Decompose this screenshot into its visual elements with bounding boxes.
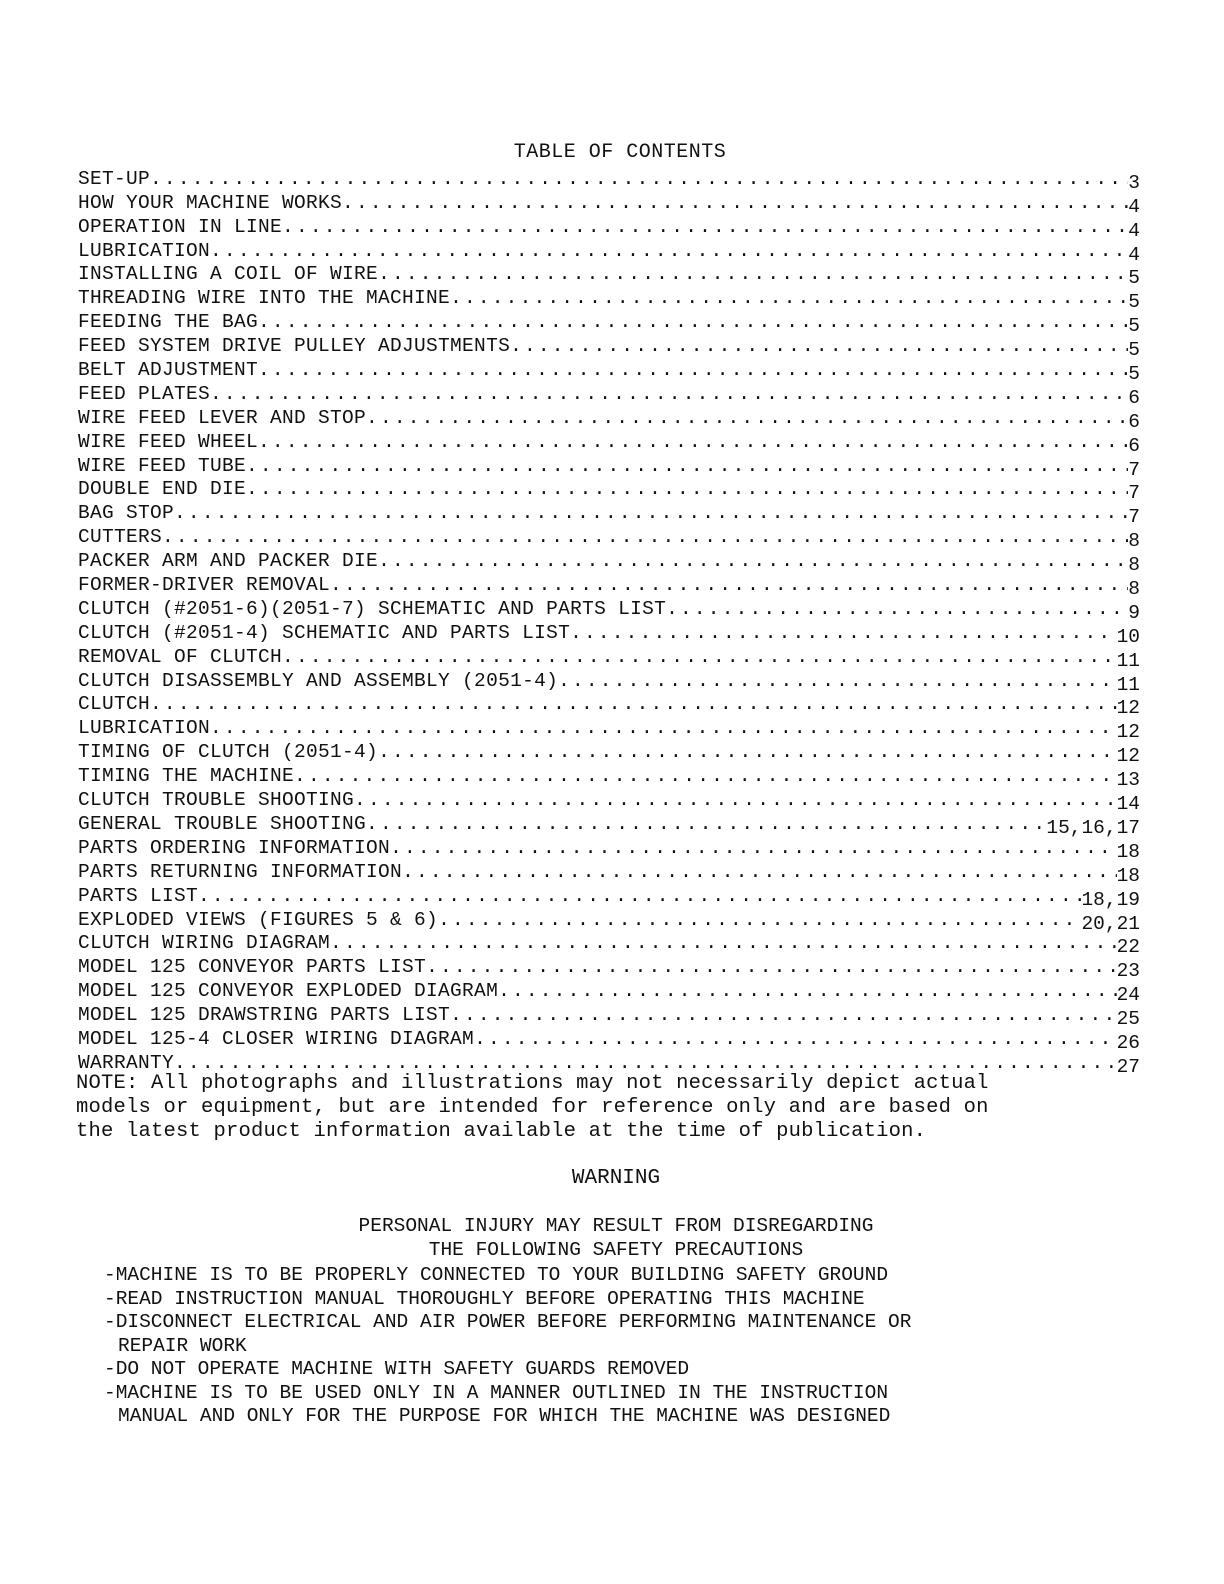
toc-entry-page: 20,21 (1081, 912, 1140, 935)
toc-entry[interactable] (78, 285, 1140, 314)
toc-entry[interactable] (78, 429, 1140, 457)
toc-entry-label: THREADING WIRE INTO THE MACHINE (78, 287, 451, 310)
toc-leader-dots (174, 1052, 1117, 1074)
toc-leader-dots (210, 240, 1128, 262)
toc-entry[interactable] (78, 883, 1140, 911)
toc-entry-page: 8 (1128, 530, 1140, 553)
toc-entry-page: 5 (1128, 315, 1140, 338)
toc-entry-page: 18,19 (1081, 888, 1140, 911)
toc-entry-label: CLUTCH TROUBLE SHOOTING (78, 789, 355, 812)
toc-entry-label: FEED PLATES (78, 382, 211, 405)
toc-entry-page: 5 (1128, 291, 1140, 314)
toc-entry-page: 5 (1128, 339, 1140, 362)
toc-entry[interactable] (78, 811, 1140, 839)
toc-entry-label: BAG STOP (78, 502, 175, 525)
toc-entry-label: LUBRICATION (78, 239, 211, 262)
toc-leader-dots (330, 574, 1128, 596)
toc-leader-dots (282, 216, 1128, 238)
toc-entry-page: 6 (1128, 410, 1140, 433)
toc-entry-label: CLUTCH (78, 693, 151, 716)
publication-note (76, 1072, 1146, 1144)
warning-title: WARNING (571, 1167, 661, 1190)
toc-entry-label: HOW YOUR MACHINE WORKS (78, 191, 343, 214)
toc-entry-page: 5 (1128, 363, 1140, 386)
toc-entry-label: WIRE FEED TUBE (78, 454, 247, 477)
toc-leader-dots (162, 526, 1128, 548)
toc-entry-page: 8 (1128, 578, 1140, 601)
toc-entry[interactable] (78, 931, 1140, 959)
toc-entry[interactable] (78, 644, 1140, 672)
warning-heading-line: THE FOLLOWING SAFETY PRECAUTIONS (428, 1239, 804, 1261)
toc-entry[interactable] (78, 357, 1140, 386)
toc-entry-page: 12 (1116, 721, 1140, 744)
toc-leader-dots (294, 765, 1117, 787)
toc-entry-page: 25 (1116, 1008, 1140, 1031)
toc-entry-page: 15,16,17 (1046, 816, 1140, 839)
toc-leader-dots (390, 837, 1117, 859)
toc-entry-label: PARTS LIST (78, 884, 199, 907)
toc-entry-page: 27 (1116, 1055, 1140, 1078)
toc-entry-page: 6 (1128, 386, 1140, 409)
toc-entry-label: FEED SYSTEM DRIVE PULLEY ADJUSTMENTS (78, 335, 511, 358)
precaution-item: -DISCONNECT ELECTRICAL AND AIR POWER BEFORE PERFORMING MAINTENANCE OR (104, 1311, 912, 1333)
toc-leader-dots (342, 192, 1128, 214)
toc-entry-page: 3 (1128, 171, 1140, 194)
toc-entry-label: CLUTCH (#2051-4) SCHEMATIC AND PARTS LIST (78, 621, 571, 644)
toc-entry-label: GENERAL TROUBLE SHOOTING (78, 812, 367, 835)
precaution-item: -DO NOT OPERATE MACHINE WITH SAFETY GUARDS REMOVED (104, 1358, 690, 1380)
toc-entry[interactable] (78, 1050, 1140, 1078)
toc-leader-dots (450, 1004, 1117, 1026)
toc-entry[interactable] (78, 309, 1140, 338)
toc-entry-page: 8 (1128, 554, 1140, 577)
toc-entry-page: 14 (1116, 793, 1140, 816)
toc-leader-dots (378, 263, 1128, 285)
toc-entry-page: 6 (1128, 434, 1140, 457)
toc-entry-page: 23 (1116, 960, 1140, 983)
toc-entry[interactable] (78, 787, 1140, 816)
toc-entry[interactable] (78, 238, 1140, 266)
toc-entry-label: BELT ADJUSTMENT (78, 359, 259, 382)
toc-leader-dots (174, 502, 1128, 524)
toc-entry-label: DOUBLE END DIE (78, 478, 247, 501)
toc-entry-page: 12 (1116, 745, 1140, 768)
toc-entry[interactable] (78, 572, 1140, 601)
toc-leader-dots (378, 550, 1128, 572)
toc-entry-page: 12 (1116, 697, 1140, 720)
toc-entry-label: CLUTCH (#2051-6)(2051-7) SCHEMATIC AND PARTS LIST (78, 597, 667, 620)
toc-leader-dots (282, 646, 1117, 668)
safety-precautions-list (104, 1264, 1114, 1429)
toc-entry[interactable] (78, 262, 1140, 290)
toc-leader-dots (258, 359, 1128, 381)
toc-entry-page: 18 (1116, 864, 1140, 887)
toc-entry-page: 26 (1116, 1031, 1140, 1054)
toc-entry-label: FEEDING THE BAG (78, 311, 259, 334)
toc-entry[interactable] (78, 715, 1140, 744)
toc-leader-dots (198, 885, 1081, 907)
toc-entry[interactable] (78, 668, 1140, 696)
toc-entry-label: WIRE FEED LEVER AND STOP (78, 406, 367, 429)
toc-entry-label: TIMING OF CLUTCH (2051-4) (78, 741, 379, 764)
toc-entry[interactable] (78, 692, 1140, 720)
toc-entry-page: 10 (1116, 625, 1140, 648)
toc-entry-label: TIMING THE MACHINE (78, 765, 295, 788)
toc-leader-dots (426, 956, 1117, 978)
toc-leader-dots (150, 693, 1117, 715)
toc-entry-page: 5 (1128, 267, 1140, 290)
toc-entry[interactable] (78, 620, 1140, 648)
toc-entry[interactable] (78, 333, 1140, 362)
toc-entry-label: REMOVAL OF CLUTCH (78, 645, 283, 668)
toc-entry-label: LUBRICATION (78, 717, 211, 740)
precaution-item: -MACHINE IS TO BE USED ONLY IN A MANNER OUTLINED IN THE INSTRUCTION (104, 1381, 889, 1404)
toc-leader-dots (498, 980, 1117, 1002)
toc-entry-label: MODEL 125 CONVEYOR PARTS LIST (78, 956, 427, 979)
toc-entry[interactable] (78, 739, 1140, 768)
toc-entry[interactable] (78, 405, 1140, 433)
toc-entry-page: 11 (1116, 649, 1140, 672)
toc-entry-label: MODEL 125 CONVEYOR EXPLODED DIAGRAM (78, 980, 499, 1003)
toc-entry[interactable] (78, 954, 1140, 983)
toc-entry[interactable] (78, 978, 1140, 1007)
warning-heading-line: PERSONAL INJURY MAY RESULT FROM DISREGARDING (358, 1215, 874, 1237)
toc-entry-label: PARTS RETURNING INFORMATION (78, 860, 403, 883)
toc-entry-label: FORMER-DRIVER REMOVAL (78, 574, 331, 597)
toc-leader-dots (438, 909, 1081, 931)
toc-entry[interactable] (78, 166, 1140, 194)
toc-leader-dots (246, 478, 1128, 500)
toc-leader-dots (150, 168, 1128, 190)
toc-entry[interactable] (78, 1002, 1140, 1031)
note-line: NOTE: All photographs and illustrations may not necessarily depict actual (76, 1072, 989, 1095)
toc-leader-dots (450, 287, 1128, 309)
toc-leader-dots (570, 622, 1117, 644)
note-line: models or equipment, but are intended for reference only and are based on (76, 1096, 989, 1119)
toc-leader-dots (258, 431, 1128, 453)
toc-entry-page: 7 (1128, 482, 1140, 505)
toc-leader-dots (666, 598, 1128, 620)
toc-entry-label: INSTALLING A COIL OF WIRE (78, 263, 379, 286)
toc-entry[interactable] (78, 1026, 1140, 1054)
toc-entry-label: WIRE FEED WHEEL (78, 430, 259, 453)
toc-entry-page: 4 (1128, 195, 1140, 218)
toc-leader-dots (366, 407, 1128, 429)
toc-entry-page: 9 (1128, 601, 1140, 624)
toc-entry[interactable] (78, 907, 1140, 935)
toc-leader-dots (510, 335, 1128, 357)
warning-heading (0, 1214, 1224, 1262)
toc-entry[interactable] (78, 453, 1140, 481)
toc-entry[interactable] (78, 548, 1140, 577)
table-of-contents (78, 166, 1140, 1078)
toc-entry[interactable] (78, 763, 1140, 792)
note-line: the latest product information available at the time of publication. (76, 1120, 927, 1143)
toc-entry[interactable] (78, 477, 1140, 505)
toc-leader-dots (558, 670, 1117, 692)
toc-entry-page: 22 (1116, 936, 1140, 959)
toc-entry-label: MODEL 125-4 CLOSER WIRING DIAGRAM (78, 1027, 475, 1050)
toc-entry-label: CUTTERS (78, 526, 163, 549)
toc-entry-page: 4 (1128, 243, 1140, 266)
precaution-item-continuation: REPAIR WORK (118, 1334, 247, 1357)
toc-entry-label: MODEL 125 DRAWSTRING PARTS LIST (78, 1004, 451, 1027)
toc-leader-dots (246, 455, 1128, 477)
toc-entry-label: CLUTCH WIRING DIAGRAM (78, 932, 331, 955)
toc-title: TABLE OF CONTENTS (513, 141, 727, 164)
toc-leader-dots (354, 789, 1117, 811)
toc-entry-label: CLUTCH DISASSEMBLY AND ASSEMBLY (2051-4) (78, 669, 559, 692)
toc-entry-page: 7 (1128, 458, 1140, 481)
toc-entry[interactable] (78, 500, 1140, 529)
toc-entry-page: 11 (1116, 673, 1140, 696)
toc-entry[interactable] (78, 190, 1140, 218)
toc-leader-dots (210, 383, 1128, 405)
toc-entry-page: 13 (1116, 769, 1140, 792)
precaution-item: -READ INSTRUCTION MANUAL THOROUGHLY BEFORE OPERATING THIS MACHINE (104, 1287, 865, 1310)
toc-leader-dots (378, 741, 1117, 763)
toc-entry[interactable] (78, 596, 1140, 624)
toc-entry[interactable] (78, 835, 1140, 863)
toc-entry-page: 4 (1128, 219, 1140, 242)
toc-entry[interactable] (78, 524, 1140, 553)
toc-entry[interactable] (78, 214, 1140, 242)
toc-entry[interactable] (78, 381, 1140, 409)
toc-entry-label: WARRANTY (78, 1051, 175, 1074)
toc-entry[interactable] (78, 859, 1140, 887)
toc-entry-label: EXPLODED VIEWS (FIGURES 5 & 6) (78, 908, 439, 931)
toc-entry-label: PARTS ORDERING INFORMATION (78, 836, 391, 859)
toc-leader-dots (402, 861, 1117, 883)
toc-entry-page: 24 (1116, 984, 1140, 1007)
toc-leader-dots (330, 932, 1117, 954)
toc-entry-label: OPERATION IN LINE (78, 215, 283, 238)
toc-leader-dots (366, 813, 1046, 835)
toc-entry-page: 7 (1128, 506, 1140, 529)
toc-entry-label: SET-UP (78, 167, 151, 190)
toc-entry-page: 18 (1116, 840, 1140, 863)
precaution-item-continuation: MANUAL AND ONLY FOR THE PURPOSE FOR WHICH THE MACHINE WAS DESIGNED (118, 1405, 891, 1427)
toc-entry-label: PACKER ARM AND PACKER DIE (78, 550, 379, 573)
toc-leader-dots (210, 717, 1117, 739)
precaution-item: -MACHINE IS TO BE PROPERLY CONNECTED TO YOUR BUILDING SAFETY GROUND (104, 1264, 889, 1286)
toc-leader-dots (474, 1028, 1117, 1050)
toc-leader-dots (258, 311, 1128, 333)
